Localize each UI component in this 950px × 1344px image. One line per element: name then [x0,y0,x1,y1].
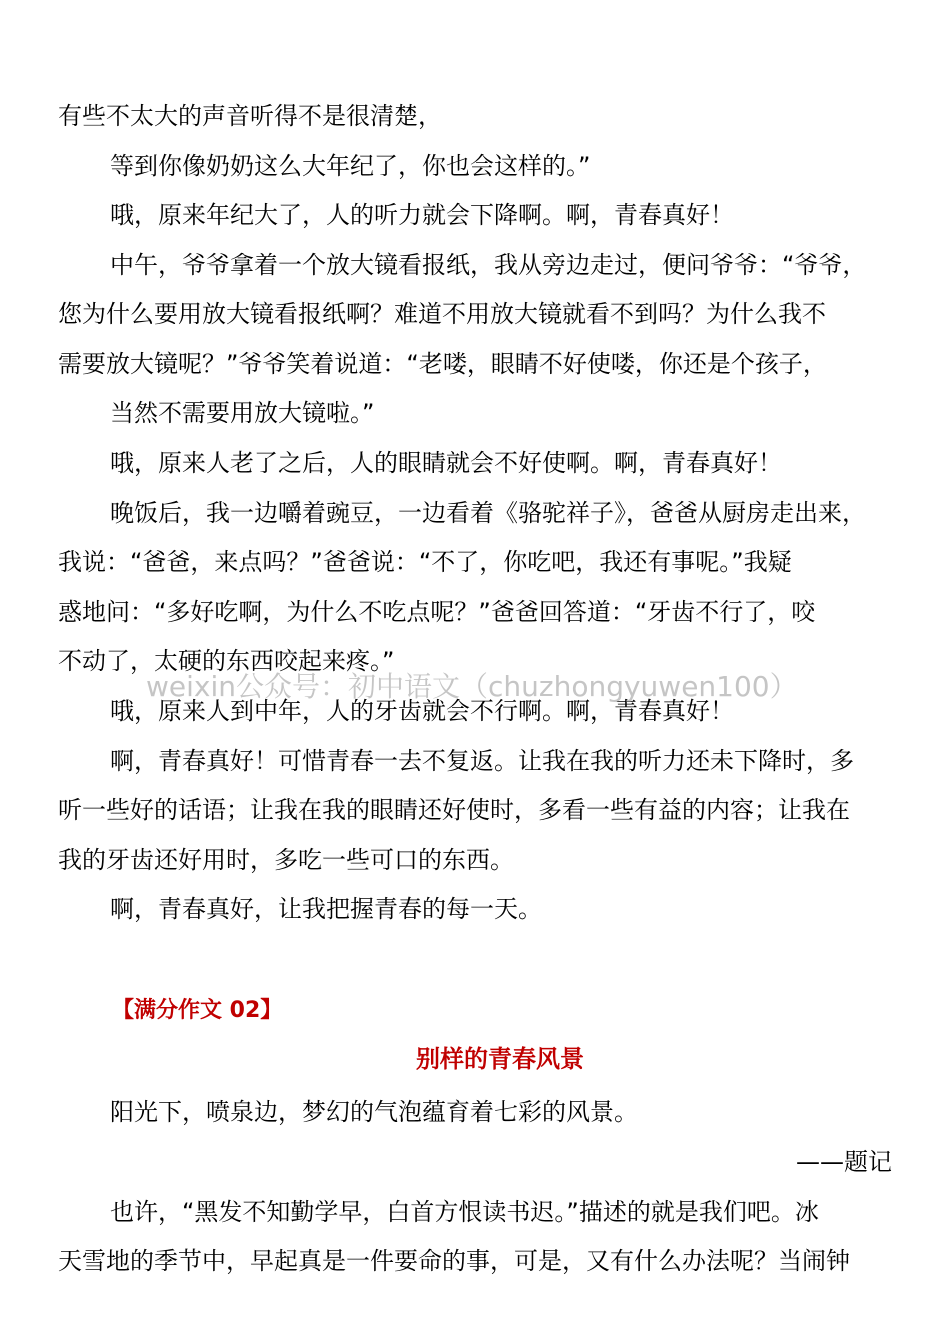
epigraph: 阳光下，喷泉边，梦幻的气泡蕴育着七彩的风景。 [110,1098,638,1126]
text-line: 天雪地的季节中，早起真是一件要命的事，可是，又有什么办法呢？当闹钟 [58,1247,850,1275]
text-line: 需要放大镜呢？”爷爷笑着说道：“老喽，眼睛不好使喽，你还是个孩子， [58,350,827,378]
text-line: 等到你像奶奶这么大年纪了，你也会这样的。” [110,152,591,180]
section-label: 【满分作文 02】 [112,998,283,1023]
text-line: 当然不需要用放大镜啦。” [110,399,375,427]
text-line: 您为什么要用放大镜看报纸啊？难道不用放大镜就看不到吗？为什么我不 [58,300,826,328]
text-line: 中午，爷爷拿着一个放大镜看报纸，我从旁边走过，便问爷爷：“爷爷， [110,251,867,279]
watermark: weixin公众号：初中语文（chuzhongyuwen100） [146,670,798,703]
text-line: 不动了，太硬的东西咬起来疼。” [58,647,395,675]
text-line: 啊，青春真好！可惜青春一去不复返。让我在我的听力还未下降时，多 [110,747,854,775]
text-line: 我说：“爸爸，来点吗？”爸爸说：“不了，你吃吧，我还有事呢。”我疑 [58,548,792,576]
text-line: 有些不太大的声音听得不是很清楚， [58,102,442,130]
text-line: 哦，原来人老了之后，人的眼睛就会不好使啊。啊，青春真好！ [110,449,782,477]
text-line: 也许，“黑发不知勤学早，白首方恨读书迟。”描述的就是我们吧。冰 [110,1198,819,1226]
epigraph-signature: ——题记 [796,1148,892,1176]
text-line: 晚饭后，我一边嚼着豌豆，一边看着《骆驼祥子》，爸爸从厨房走出来， [110,499,866,527]
text-line: 哦，原来年纪大了，人的听力就会下降啊。啊，青春真好！ [110,201,734,229]
text-line: 我的牙齿还好用时，多吃一些可口的东西。 [58,846,514,874]
text-line: 哦，原来人到中年，人的牙齿就会不行啊。啊，青春真好！ [110,697,734,725]
text-line: 啊，青春真好，让我把握青春的每一天。 [110,895,542,923]
text-line: 惑地问：“多好吃啊，为什么不吃点呢？”爸爸回答道：“牙齿不行了，咬 [58,598,816,626]
essay-title: 别样的青春风景 [416,1045,584,1073]
text-line: 听一些好的话语；让我在我的眼睛还好使时，多看一些有益的内容；让我在 [58,796,850,824]
